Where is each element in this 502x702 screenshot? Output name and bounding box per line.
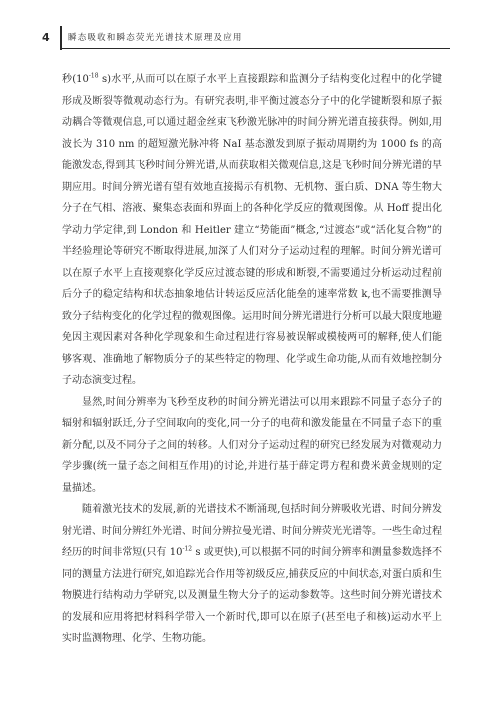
header-vertical-rule	[60, 26, 62, 50]
paragraph	[62, 392, 442, 500]
page-header	[34, 26, 470, 50]
body-text	[62, 69, 442, 650]
page-number: 4	[42, 31, 50, 44]
paragraph	[62, 69, 442, 392]
paragraph	[62, 499, 442, 650]
text-run: s)水平,从而可以在原子水平上直接跟踪和监测分子结构变化过程中的化学键形成及断裂等微观动态行为。有研究表明,非平衡过渡态分子中的化学键断裂和原子振动耦合等微观信息,可以通过超金丝束飞秒激光脉冲的时间分辨光谱直接获得。例如,用波长为 310 nm 的超短激光脉冲将 NaI 基态激发到原子振动周期约为 1000 fs 的高能激发态,得到其飞秒时间分辨光谱,从而获取相关微观信息,这是飞秒时间分辨光谱的早期应用。时间分辨光谱有望有效地直接揭示有机物、无机物、蛋白质、DNA 等生物大分子在气相、溶液、聚集态表面和界面上的各种化学反应的微观图像。从 Hoff 提出化学动力学定律,到 London 和 Heitler 建立“势能面”概念,“过渡态”或“活化复合物”的半经验理论等研究不断取得进展,加深了人们对分子运动过程的理解。时间分辨光谱可以在原子水平上直接观察化学反应过渡态键的形成和断裂,不需要通过分析运动过程前后分子的稳定结构和状态抽象地估计转运反应活化能垒的速率常数 k,也不需要推测导致分子结构变化的化学过程的微观图像。运用时间分辨光谱进行分析可以最大限度地避免因主观因素对各种化学现象和生命过程进行容易被误解或模棱两可的解释,使人们能够客观、准确地了解物质分子的某些特定的物理、化学或生命功能,从而有效地控制分子动态演变过程。	[62, 74, 442, 386]
text-run: 显然,时间分辨率为飞秒至皮秒的时间分辨光谱法可以用来跟踪不同量子态分子的辐射和辐射跃迁,分子空间取向的变化,同一分子的电荷和激发能量在不同量子态下的重新分配,以及不同分子之间的转移。人们对分子运动过程的研究已经发展为对微观动力学步骤(统一量子态之间相互作用)的讨论,并进行基于薛定谔方程和费米黄金规则的定量描述。	[62, 396, 442, 494]
header-horizontal-rule	[60, 48, 450, 49]
exponent: -12	[182, 545, 193, 553]
text-run: s 或更快),可以根据不同的时间分辨率和测量参数选择不同的测量方法进行研究,如追踪光合作用等初级反应,捕获反应的中间状态,对蛋白质和生物膜进行结构动力学研究,以及测量生物大分子的运动参数等。这些时间分辨光谱技术的发展和应用将把材料科学带入一个新时代,即可以在原子(甚至电子和核)运动水平上实时监测物理、化学、生物功能。	[62, 547, 442, 644]
running-title: 瞬态吸收和瞬态荧光光谱技术原理及应用	[68, 33, 243, 43]
text-run: 随着激光技术的发展,新的光谱技术不断涌现,包括时间分辨吸收光谱、时间分辨发射光谱、时间分辨红外光谱、时间分辨拉曼光谱、时间分辨荧光光谱等。一些生命过程经历的时间非常短(只有 10	[62, 504, 442, 558]
exponent: -18	[88, 72, 99, 80]
text-run: 秒(10	[62, 74, 89, 85]
